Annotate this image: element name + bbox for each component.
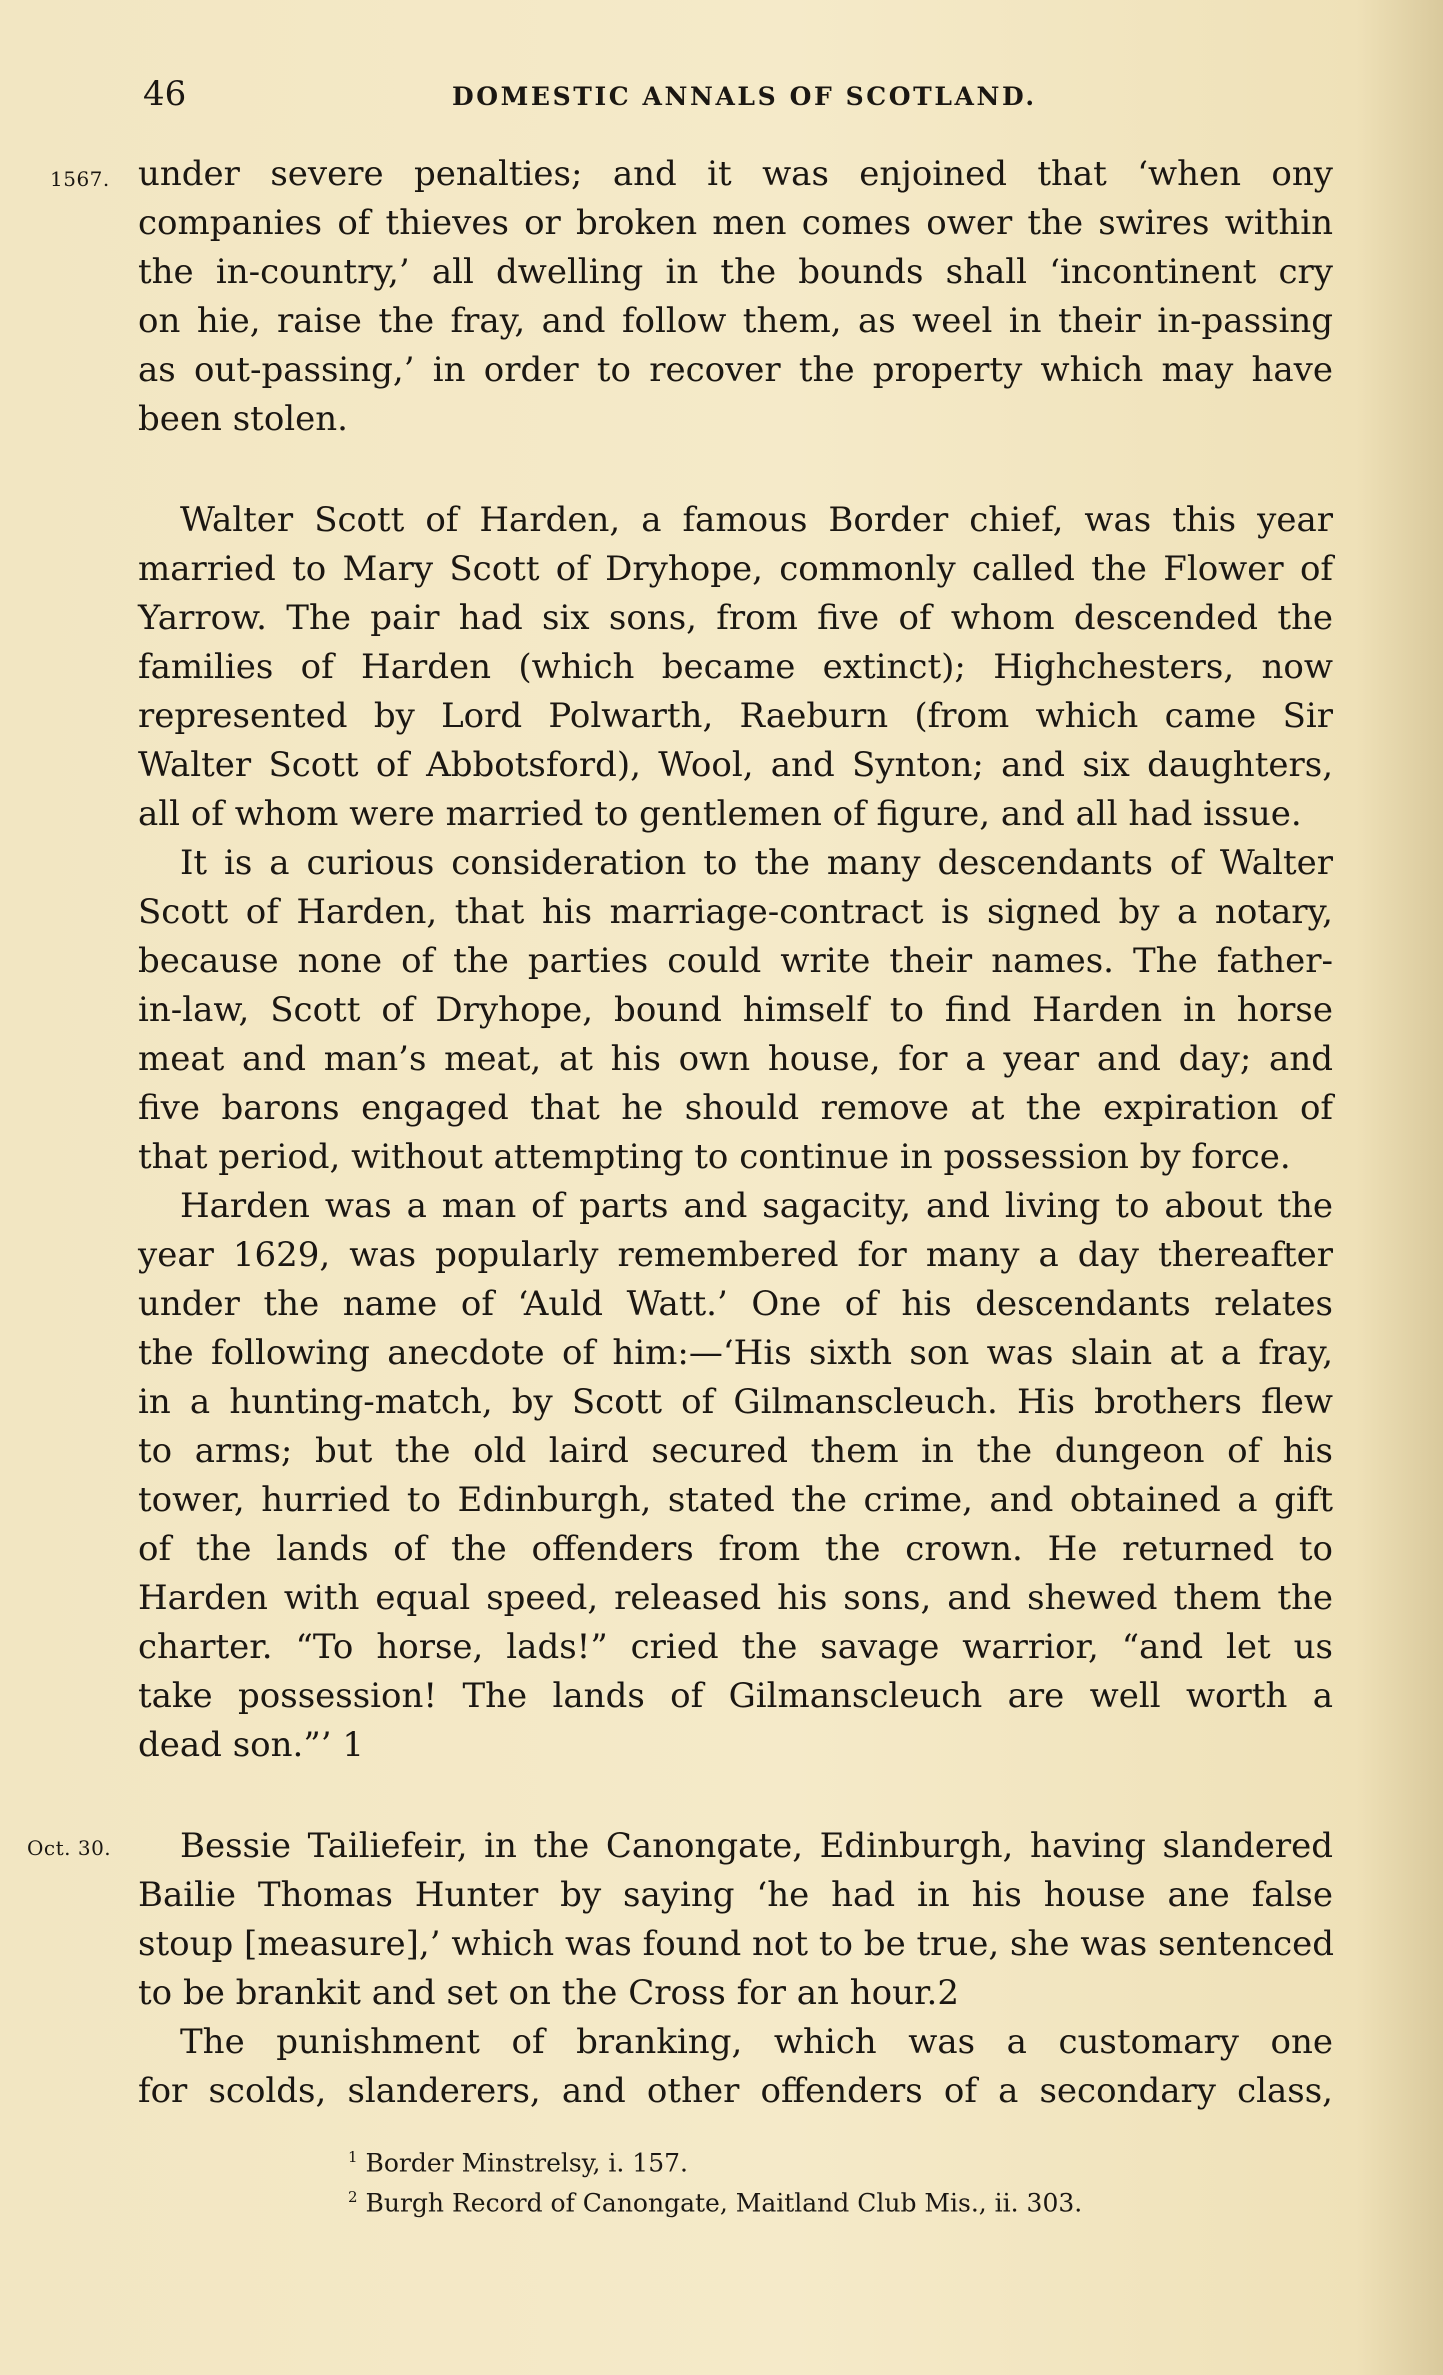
text-line: to be brankit and set on the Cross for an hour.2 (138, 1973, 959, 2013)
text-line: under the name of ‘Auld Watt.’ One of his descendants relates (138, 1284, 1333, 1324)
text-line: to arms; but the old laird secured them in the dungeon of his (138, 1431, 1333, 1471)
text-line: families of Harden (which became extinct); Highchesters, now (138, 647, 1333, 687)
margin-date: Oct. 30. (27, 1836, 112, 1860)
footnote-text: Border Minstrelsy, i. 157. (365, 2148, 688, 2178)
text-line: married to Mary Scott of Dryhope, commonly called the Flower of (138, 549, 1333, 589)
text-line: Yarrow. The pair had six sons, from five of whom descended the (138, 598, 1333, 638)
footnote-1 (348, 2148, 688, 2177)
text-line: represented by Lord Polwarth, Raeburn (from which came Sir (138, 696, 1333, 736)
paragraph-1 (138, 150, 1333, 444)
text-line: in a hunting-match, by Scott of Gilmanscleuch. His brothers flew (138, 1382, 1333, 1422)
text-line: year 1629, was popularly remembered for many a day thereafter (138, 1235, 1333, 1275)
paragraph-3 (138, 1822, 1333, 2116)
text-line: because none of the parties could write their names. The father- (138, 941, 1333, 981)
text-line: the in-country,’ all dwelling in the bounds shall ‘incontinent cry (138, 252, 1333, 292)
text-line: stoup [measure],’ which was found not to be true, she was sentenced (138, 1924, 1335, 1964)
text-line: all of whom were married to gentlemen of figure, and all had issue. (138, 794, 1302, 834)
text-line: Walter Scott of Harden, a famous Border chief, was this year (180, 500, 1333, 540)
text-line: under severe penalties; and it was enjoined that ‘when ony (138, 154, 1333, 194)
text-line: meat and man’s meat, at his own house, for a year and day; and (138, 1039, 1333, 1079)
text-line: companies of thieves or broken men comes ower the swires within (138, 203, 1333, 243)
footnote-mark: 1 (348, 2148, 358, 2166)
paragraph-2 (138, 496, 1333, 1770)
page-number: 46 (143, 74, 187, 114)
running-title: DOMESTIC ANNALS OF SCOTLAND. (452, 82, 1037, 111)
text-line: dead son.”’ 1 (138, 1725, 364, 1765)
text-line: five barons engaged that he should remove at the expiration of (138, 1088, 1333, 1128)
text-line: tower, hurried to Edinburgh, stated the crime, and obtained a gift (138, 1480, 1333, 1520)
text-line: Harden with equal speed, released his sons, and shewed them the (138, 1578, 1333, 1618)
text-line: It is a curious consideration to the many descendants of Walter (180, 843, 1333, 883)
text-line: been stolen. (138, 399, 348, 439)
footnote-2 (348, 2188, 1082, 2217)
text-line: Walter Scott of Abbotsford), Wool, and Synton; and six daughters, (138, 745, 1333, 785)
text-line: that period, without attempting to continue in possession by force. (138, 1137, 1291, 1177)
text-line: of the lands of the offenders from the crown. He returned to (138, 1529, 1333, 1569)
text-line: Bailie Thomas Hunter by saying ‘he had in his house ane false (138, 1875, 1333, 1915)
text-line: take possession! The lands of Gilmanscleuch are well worth a (138, 1676, 1333, 1716)
text-line: for scolds, slanderers, and other offenders of a secondary class, (138, 2071, 1333, 2111)
text-line: Harden was a man of parts and sagacity, and living to about the (180, 1186, 1333, 1226)
text-line: on hie, raise the fray, and follow them, as weel in their in-passing (138, 301, 1333, 341)
footnote-mark: 2 (348, 2188, 358, 2206)
text-line: The punishment of branking, which was a customary one (180, 2022, 1333, 2062)
footnote-text: Burgh Record of Canongate, Maitland Club Mis., ii. 303. (365, 2188, 1083, 2218)
text-line: as out-passing,’ in order to recover the property which may have (138, 350, 1333, 390)
text-line: Scott of Harden, that his marriage-contract is signed by a notary, (138, 892, 1333, 932)
margin-year: 1567. (50, 167, 110, 191)
text-line: the following anecdote of him:—‘His sixth son was slain at a fray, (138, 1333, 1333, 1373)
text-line: charter. “To horse, lads!” cried the savage warrior, “and let us (138, 1627, 1333, 1667)
text-line: in-law, Scott of Dryhope, bound himself to find Harden in horse (138, 990, 1333, 1030)
text-line: Bessie Tailiefeir, in the Canongate, Edinburgh, having slandered (180, 1826, 1333, 1866)
